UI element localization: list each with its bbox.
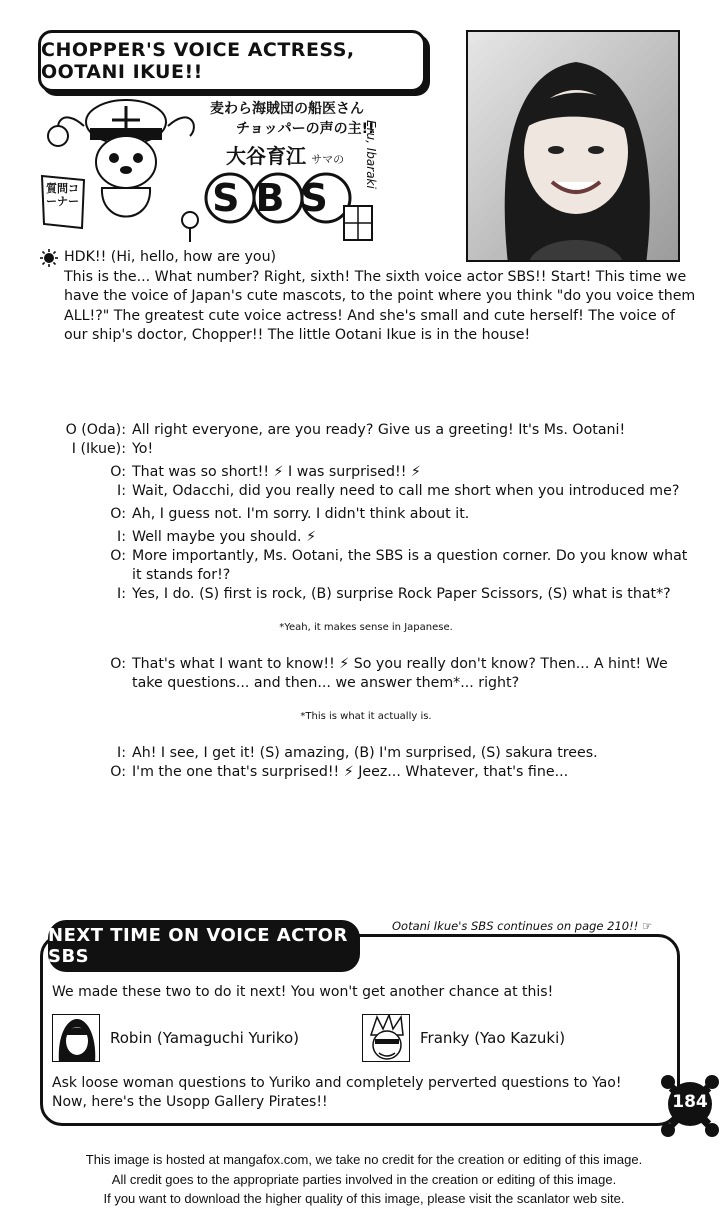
cast-franky — [362, 1014, 565, 1062]
dialogue-text: Well maybe you should. ⚡ — [132, 529, 317, 545]
footnote-2: *This is what it actually is. — [300, 711, 432, 722]
sun-icon — [40, 249, 58, 267]
section-title: CHOPPER'S VOICE ACTRESS, OOTANI IKUE!! — [41, 39, 355, 83]
logo-japanese-name — [226, 140, 344, 169]
dialogue-text: Ah, I guess not. I'm sorry. I didn't think about it. — [132, 506, 470, 522]
robin-avatar — [52, 1014, 100, 1062]
voice-actress-photo — [466, 30, 680, 262]
dialogue-line — [56, 763, 696, 782]
intro-section — [40, 248, 700, 346]
dialogue-line — [56, 547, 696, 585]
dialogue-speaker: O: — [110, 464, 126, 480]
section-title-box — [38, 30, 426, 92]
next-time-outro: Ask loose woman questions to Yuriko and completely perverted questions to Yao! Now, here's the Usopp Gallery Pirates!! — [52, 1075, 622, 1110]
dialogue-text: More importantly, Ms. Ootani, the SBS is a question corner. Do you know what it stands for!? — [132, 548, 688, 583]
dialogue-text: That was so short!! ⚡ I was surprised!! ⚡ — [132, 464, 421, 480]
franky-avatar — [362, 1014, 410, 1062]
robin-face-icon — [53, 1015, 100, 1062]
dialogue-speaker: I: — [117, 745, 126, 761]
dialogue-line — [56, 528, 696, 547]
dialogue-text: That's what I want to know!! ⚡ So you really don't know? Then... A hint! We take questions... and then... we answer them*... right? — [132, 656, 668, 691]
page-number-badge — [660, 1072, 720, 1140]
dialogue-line — [56, 744, 696, 763]
disclaimer-line-2: All credit goes to the appropriate parties involved in the creation or editing of this image. — [111, 1171, 617, 1187]
dialogue-line — [56, 505, 696, 524]
dialogue-speaker: I (Ikue): — [71, 441, 126, 457]
dialogue-text: Ah! I see, I get it! (S) amazing, (B) I'm surprised, (S) sakura trees. — [132, 745, 598, 761]
next-time-title: NEXT TIME ON VOICE ACTOR SBS — [48, 925, 348, 967]
intro-body: This is the... What number? Right, sixth! The sixth voice actor SBS!! Start! This time we have the voice of Japan's cute mascots, to the point where you think "do you voice them ALL!?" The greatest cute voice actress! And she's small and cute herself! The voice of our ship's doctor, Chopper!! The little Ootani Ikue is in the house! — [64, 268, 696, 343]
dialogue-text: Wait, Odacchi, did you really need to call me short when you introduced me? — [132, 483, 680, 499]
next-time-intro: We made these two to do it next! You won't get another chance at this! — [52, 984, 554, 1000]
disclaimer-line-3: If you want to download the higher quality of this image, please visit the scanlator web site. — [103, 1191, 625, 1206]
hosting-disclaimer — [0, 1150, 728, 1209]
dialogue-line — [56, 585, 696, 604]
logo-sbs-text: SBS — [212, 176, 344, 220]
dialogue-text: I'm the one that's surprised!! ⚡ Jeez... Whatever, that's fine... — [132, 764, 569, 780]
disclaimer-line-1: This image is hosted at mangafox.com, we take no credit for the creation or editing of this image. — [85, 1152, 643, 1167]
dialogue-text: Yo! — [132, 441, 154, 457]
dialogue-line — [56, 463, 696, 482]
next-time-tab — [48, 920, 360, 972]
dialogue-line — [56, 421, 696, 440]
cast-franky-label: Franky (Yao Kazuki) — [420, 1029, 566, 1047]
footnote-1: *Yeah, it makes sense in Japanese. — [279, 622, 453, 633]
cast-robin — [52, 1014, 299, 1062]
logo-name-kanji: 大谷育江 — [226, 144, 306, 168]
reader-credit: Eru, Ibaraki — [364, 120, 378, 189]
logo-japanese-line1: 麦わら海賊団の船医さん — [210, 101, 364, 117]
dialogue-speaker: O: — [110, 656, 126, 672]
dialogue-line — [56, 482, 696, 501]
dialogue-speaker: I: — [117, 586, 126, 602]
dialogue-speaker: O: — [110, 506, 126, 522]
intro-greeting: HDK!! (Hi, hello, how are you) — [64, 249, 277, 265]
dialogue-speaker: I: — [117, 529, 126, 545]
dialogue-text: All right everyone, are you ready? Give us a greeting! It's Ms. Ootani! — [132, 422, 626, 438]
dialogue-text: Yes, I do. (S) first is rock, (B) surprise Rock Paper Scissors, (S) what is that*? — [132, 586, 671, 602]
intro-greeting-line — [40, 248, 700, 268]
dialogue-line — [56, 655, 696, 693]
cast-robin-label: Robin (Yamaguchi Yuriko) — [110, 1029, 300, 1047]
continues-note: Ootani Ikue's SBS continues on page 210!! ☞ — [392, 919, 653, 933]
logo-badge-text: 質問コーナー — [46, 182, 79, 208]
portrait-illustration — [468, 32, 680, 262]
dialogue-speaker: O (Oda): — [65, 422, 126, 438]
sbs-logo-illustration — [40, 96, 380, 244]
dialogue-speaker: I: — [117, 483, 126, 499]
dialogue-speaker: O: — [110, 548, 126, 564]
dialogue-section — [56, 421, 696, 782]
franky-face-icon — [363, 1015, 410, 1062]
dialogue-line — [56, 440, 696, 459]
page-number: 184 — [672, 1092, 708, 1112]
logo-name-sama: サマの — [311, 153, 345, 166]
logo-japanese-line2: チョッパーの声の主!! — [236, 121, 375, 137]
dialogue-speaker: O: — [110, 764, 126, 780]
